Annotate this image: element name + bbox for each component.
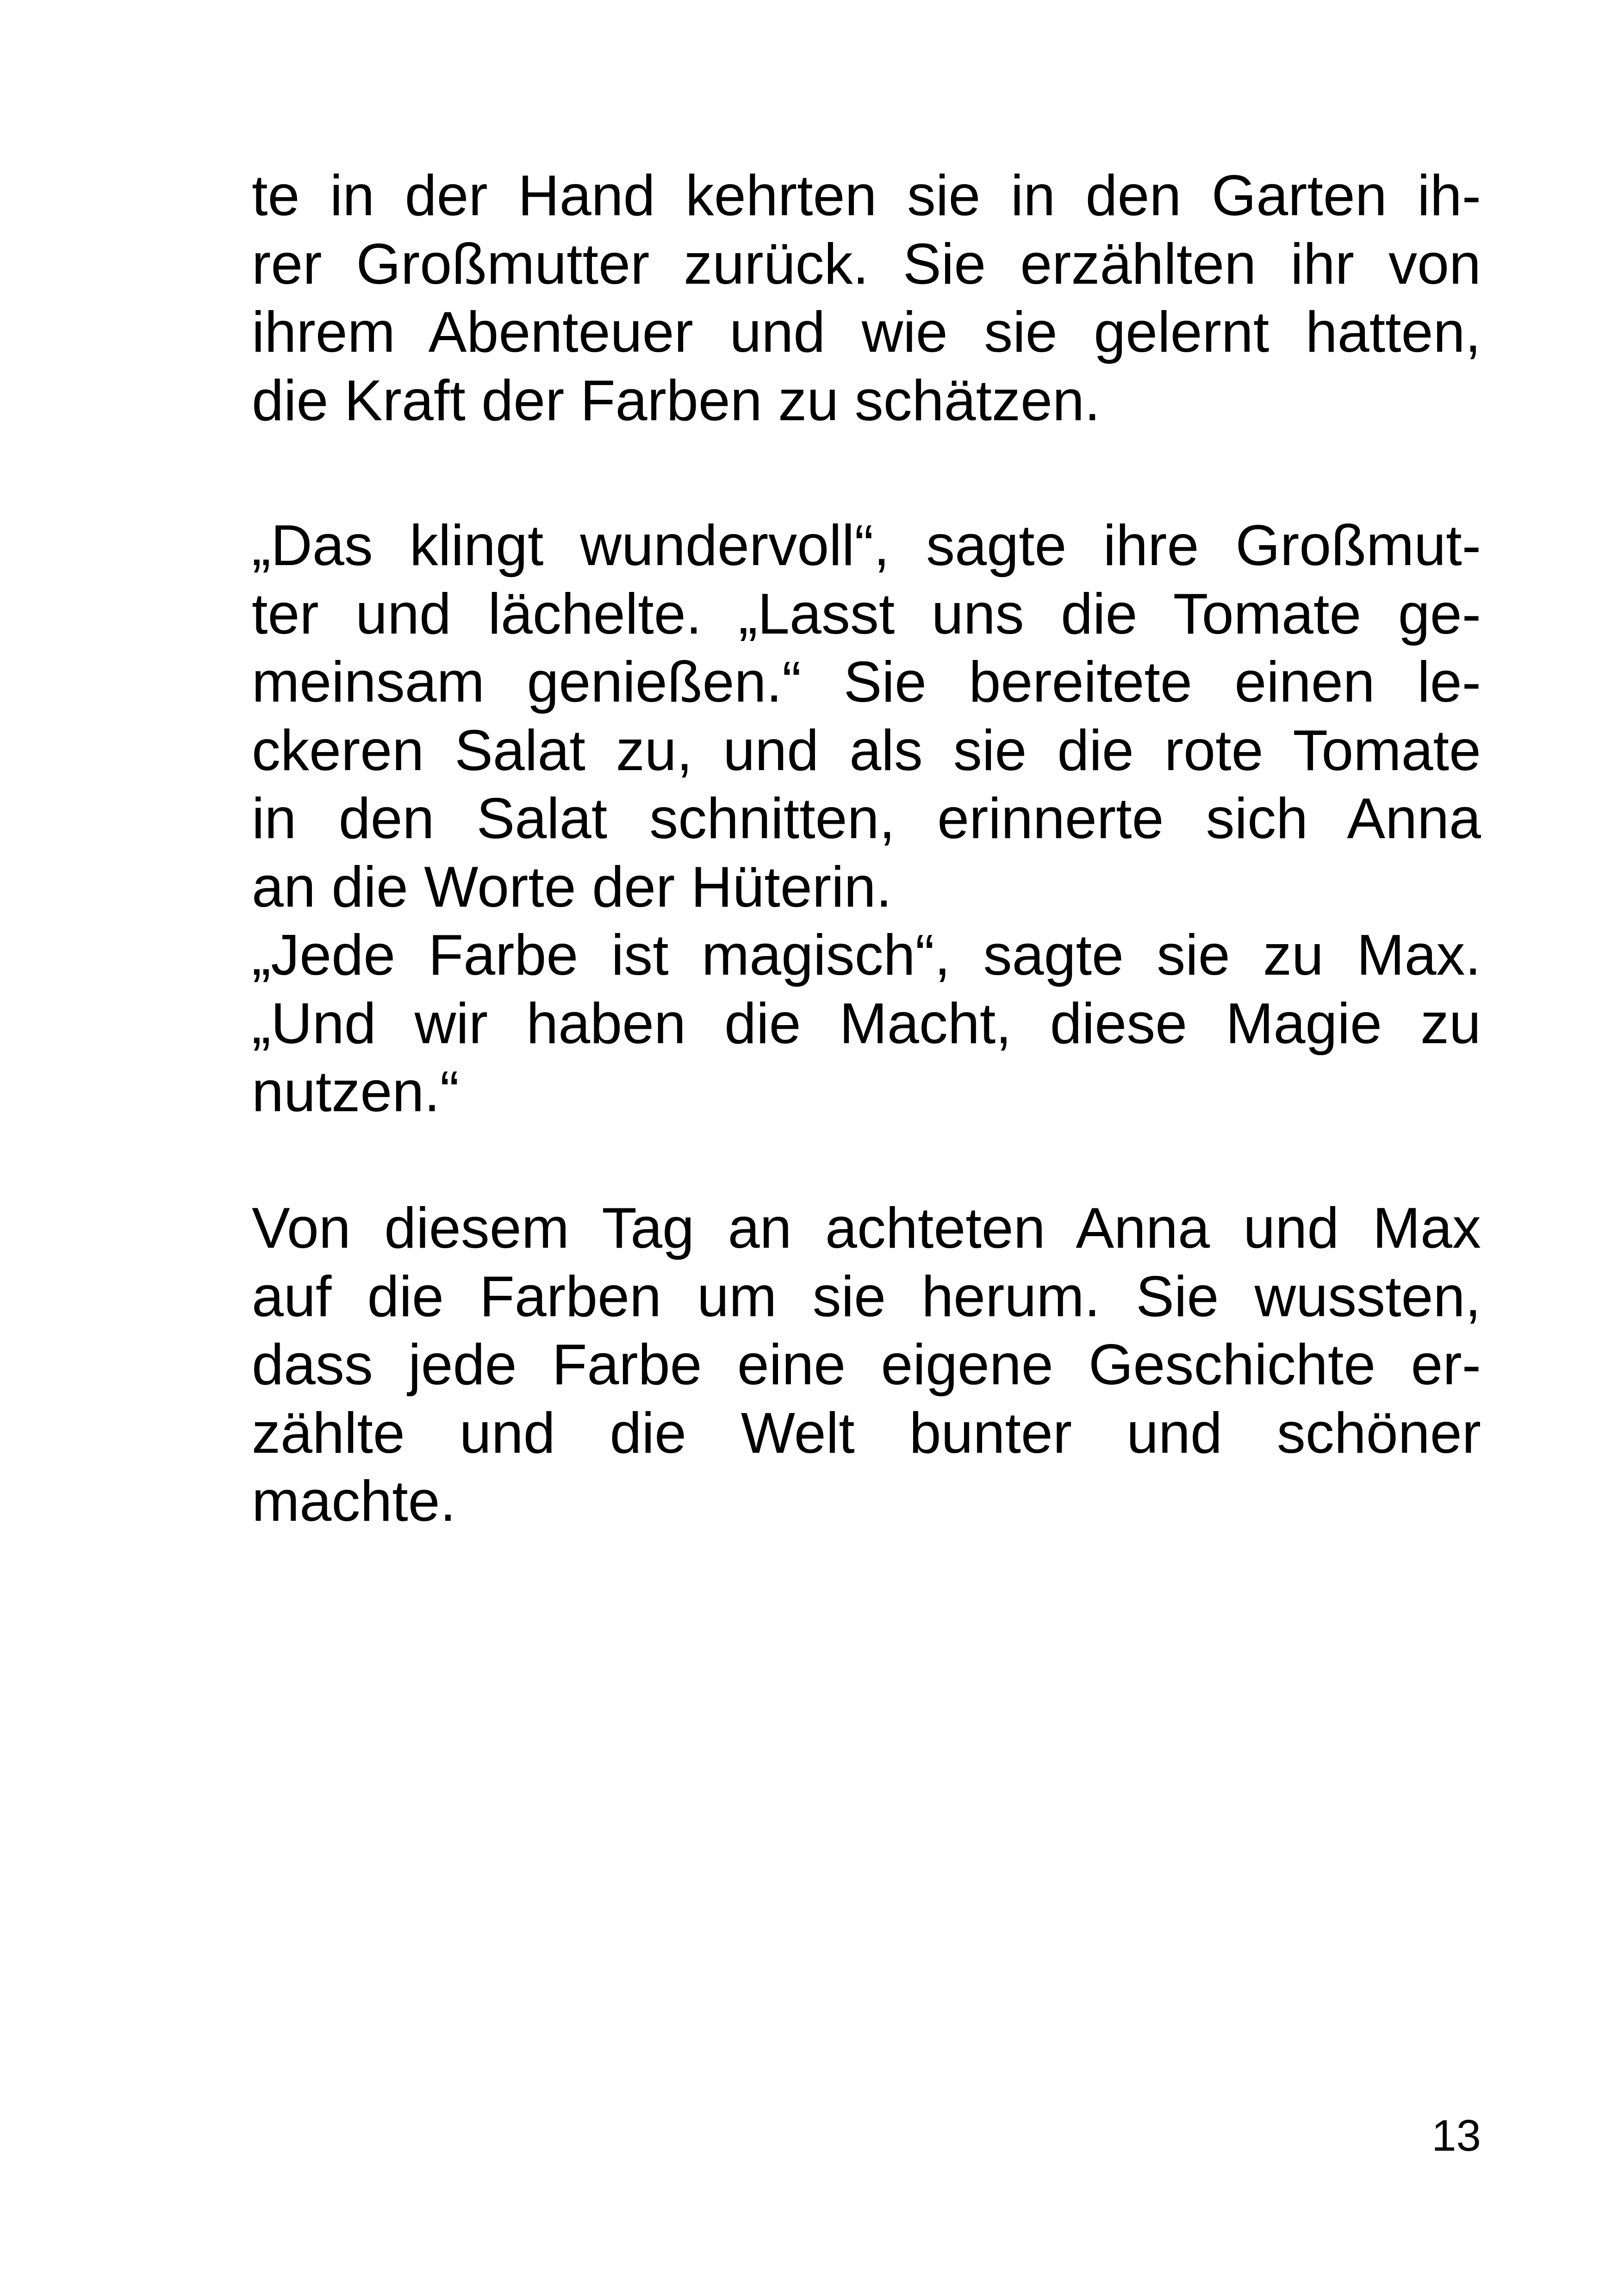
page-number: 13 [1431, 2111, 1481, 2160]
text-line: zählte und die Welt bunter und schöner [252, 1401, 1481, 1465]
text-line: rer Großmutter zurück. Sie erzählten ihr von [252, 232, 1481, 296]
text-line: auf die Farben um sie herum. Sie wussten, [252, 1264, 1481, 1329]
text-line: ihrem Abenteuer und wie sie gelernt hatten, [252, 300, 1481, 364]
paragraph-1 [252, 162, 1481, 435]
text-line: „Und wir haben die Macht, diese Magie zu [252, 991, 1481, 1056]
text-line: ckeren Salat zu, und als sie die rote Tomate [252, 718, 1481, 783]
text-line: machte. [252, 1469, 456, 1533]
text-line: dass jede Farbe eine eigene Geschichte er- [252, 1333, 1481, 1397]
text-line: nutzen.“ [252, 1060, 460, 1124]
text-line: in den Salat schnitten, erinnerte sich Anna [252, 787, 1481, 851]
text-line: „Jede Farbe ist magisch“, sagte sie zu Max. [252, 923, 1481, 987]
text-line: ter und lächelte. „Lasst uns die Tomate ge- [252, 582, 1481, 646]
text-line: meinsam genießen.“ Sie bereitete einen le- [252, 650, 1481, 714]
text-line: die Kraft der Farben zu schätzen. [252, 368, 1101, 433]
text-line: te in der Hand kehrten sie in den Garten ih- [252, 164, 1481, 228]
text-line: „Das klingt wundervoll“, sagte ihre Großmut- [252, 514, 1481, 578]
text-line: an die Worte der Hüterin. [252, 855, 892, 919]
paragraph-2 [252, 512, 1481, 1126]
text-line: Von diesem Tag an achteten Anna und Max [252, 1196, 1481, 1260]
paragraph-3 [252, 1195, 1481, 1536]
